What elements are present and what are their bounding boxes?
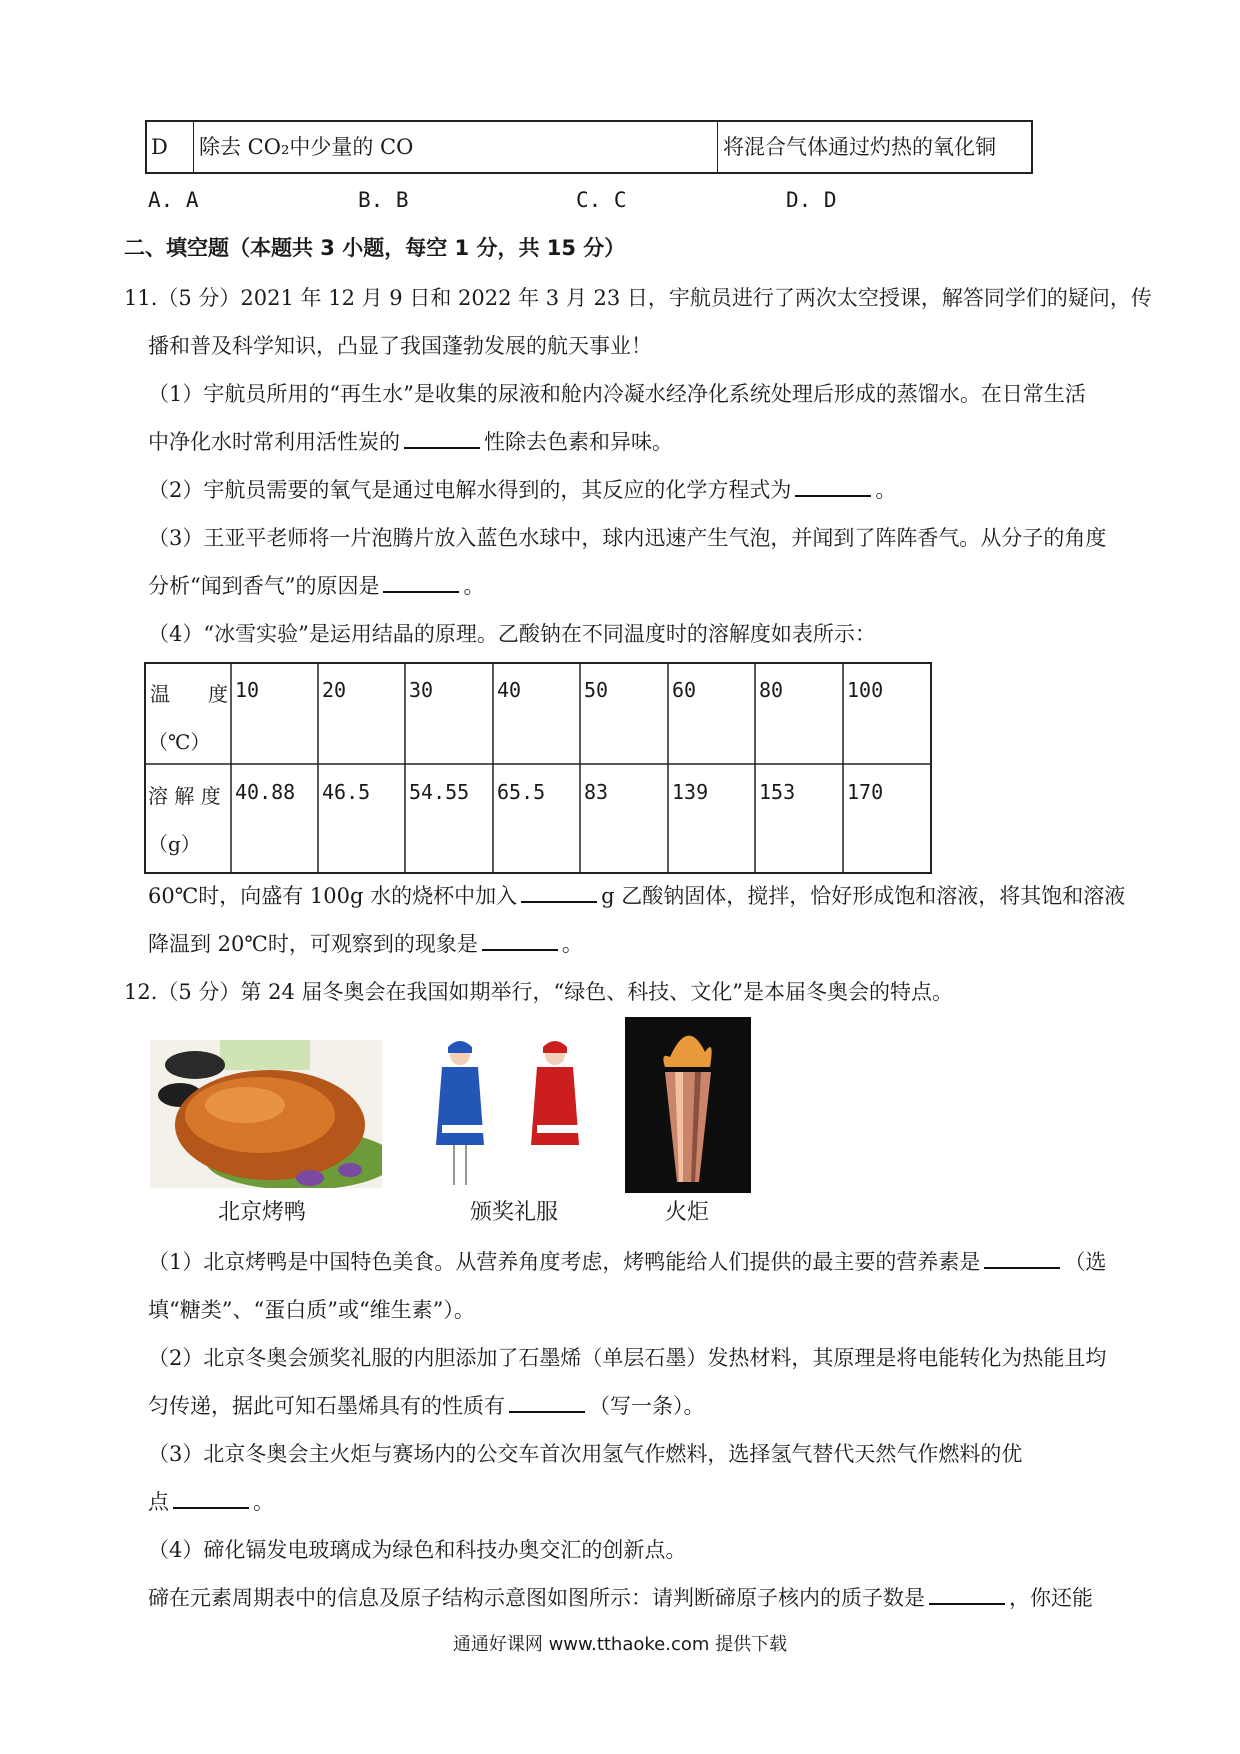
q11-part1-text-end: 性除去色素和异味。: [484, 430, 673, 454]
solubility-cell: 83: [584, 780, 609, 804]
temp-cell: 20: [322, 678, 347, 702]
q11-after-table-line1: [148, 880, 1125, 910]
answer-blank[interactable]: [383, 571, 459, 593]
option-a: A. A: [148, 188, 199, 212]
table-cell-option: D: [151, 135, 168, 159]
table-label-solubility: 溶 解 度: [148, 784, 221, 808]
solubility-cell: 46.5: [322, 780, 371, 804]
caption-peking-duck: 北京烤鸭: [218, 1200, 307, 1225]
q11-part3-line1: （3）王亚平老师将一片泡腾片放入蓝色水球中，球内迅速产生气泡，并闻到了阵阵香气。从分子的角度: [148, 526, 1107, 550]
caption-torch: 火炬: [665, 1200, 710, 1225]
page-footer: 通通好课网 www.tthaoke.com 提供下载: [452, 1634, 788, 1655]
q12-part5: [148, 1582, 1093, 1612]
torch-image: [625, 1017, 751, 1193]
solubility-cell: 65.5: [497, 780, 546, 804]
q12-part3-text-end: 。: [253, 1490, 274, 1514]
q12-part1-text-end: （选: [1064, 1250, 1107, 1274]
q11-part2-text-end: 。: [875, 478, 897, 502]
q11-after-text-end: g 乙酸钠固体，搅拌，恰好形成饱和溶液，将其饱和溶液: [601, 884, 1126, 908]
answer-blank[interactable]: [404, 427, 480, 449]
table-label-temp: 温: [150, 682, 170, 706]
q12-part5-text: 碲在元素周期表中的信息及原子结构示意图如图所示：请判断碲原子核内的质子数是: [148, 1586, 925, 1610]
solubility-cell: 54.55: [409, 780, 470, 804]
table-label-solubility-unit: （g）: [148, 832, 201, 856]
q11-after-text: 60℃时，向盛有 100g 水的烧杯中加入: [148, 884, 518, 908]
q12-part3-line2: [148, 1486, 274, 1516]
table-cell-purpose: 除去 CO₂中少量的 CO: [199, 135, 414, 159]
answer-blank[interactable]: [984, 1247, 1060, 1269]
q11-part1-text: 中净化水时常利用活性炭的: [148, 430, 400, 454]
q11-part4: （4）“冰雪实验”是运用结晶的原理。乙酸钠在不同温度时的溶解度如表所示：: [148, 622, 876, 646]
option-b: B. B: [358, 188, 409, 212]
table-cell-method: 将混合气体通过灼热的氧化铜: [723, 135, 996, 159]
q12-part2-line2: [148, 1390, 705, 1420]
q11-after-table-line2: [148, 928, 583, 958]
option-c: C. C: [576, 188, 627, 212]
answer-blank[interactable]: [509, 1391, 585, 1413]
solubility-cell: 153: [759, 780, 796, 804]
q11-part2: [148, 474, 896, 504]
option-d: D. D: [786, 188, 837, 212]
solubility-cell: 139: [672, 780, 709, 804]
q12-part4: （4）碲化镉发电玻璃成为绿色和科技办奥交汇的创新点。: [148, 1538, 687, 1562]
q12-part1-line2: 填“糖类”、“蛋白质”或“维生素”）。: [148, 1298, 475, 1322]
section-title: 二、填空题（本题共 3 小题，每空 1 分，共 15 分）: [124, 236, 626, 260]
option-table-row-d: [145, 120, 1033, 174]
peking-duck-image: [150, 1040, 382, 1188]
q11-part3-line2: [148, 570, 484, 600]
answer-blank[interactable]: [482, 929, 558, 951]
answer-blank[interactable]: [521, 881, 597, 903]
solubility-cell: 170: [847, 780, 884, 804]
q11-after-text-end: 。: [561, 932, 583, 956]
q11-part1-line1: （1）宇航员所用的“再生水”是收集的尿液和舱内冷凝水经净化系统处理后形成的蒸馏水。在日常生活: [148, 382, 1086, 406]
answer-options: [148, 188, 1048, 218]
answer-blank[interactable]: [795, 475, 871, 497]
answer-blank[interactable]: [173, 1487, 249, 1509]
temp-cell: 100: [847, 678, 884, 702]
q12-stem: 12.（5 分）第 24 届冬奥会在我国如期举行，“绿色、科技、文化”是本届冬奥会的特点。: [124, 980, 953, 1004]
table-divider: [717, 122, 718, 172]
solubility-table-grid: [143, 661, 935, 877]
q12-part2-line1: （2）北京冬奥会颁奖礼服的内胆添加了石墨烯（单层石墨）发热材料，其原理是将电能转化为热能且均: [148, 1346, 1107, 1370]
q12-part3-text: 点: [148, 1490, 169, 1514]
solubility-cell: 40.88: [235, 780, 296, 804]
table-label-temp-2: 度: [208, 682, 228, 706]
q12-part3-line1: （3）北京冬奥会主火炬与赛场内的公交车首次用氢气作燃料，选择氢气替代天然气作燃料的优: [148, 1442, 1023, 1466]
q11-part3-text-end: 。: [463, 574, 485, 598]
temp-cell: 50: [584, 678, 609, 702]
q11-stem-line1: 11.（5 分）2021 年 12 月 9 日和 2022 年 3 月 23 日，宇航员进行了两次太空授课，解答同学们的疑问，传: [124, 286, 1152, 310]
q12-part2-text-end: （写一条）。: [589, 1394, 705, 1418]
answer-blank[interactable]: [929, 1583, 1005, 1605]
q12-part1-text: （1）北京烤鸭是中国特色美食。从营养角度考虑，烤鸭能给人们提供的最主要的营养素是: [148, 1250, 981, 1274]
q12-part2-text: 匀传递，据此可知石墨烯具有的性质有: [148, 1394, 505, 1418]
q11-part1-line2: [148, 426, 673, 456]
temp-cell: 60: [672, 678, 697, 702]
caption-award-dress: 颁奖礼服: [470, 1200, 559, 1225]
q11-stem-line2: 播和普及科学知识，凸显了我国蓬勃发展的航天事业！: [148, 334, 652, 358]
q11-after-text: 降温到 20℃时，可观察到的现象是: [148, 932, 478, 956]
temp-cell: 30: [409, 678, 434, 702]
table-divider: [193, 122, 194, 172]
award-dress-image: [420, 1035, 598, 1193]
table-label-temp-unit: （℃）: [148, 730, 211, 754]
temp-cell: 40: [497, 678, 522, 702]
temp-cell: 80: [759, 678, 784, 702]
temp-cell: 10: [235, 678, 260, 702]
q12-part5-text-end: ，你还能: [1009, 1586, 1093, 1610]
q11-part3-text: 分析“闻到香气”的原因是: [148, 574, 380, 598]
q11-part2-text: （2）宇航员需要的氧气是通过电解水得到的，其反应的化学方程式为: [148, 478, 792, 502]
q12-part1-line1: [148, 1246, 1106, 1276]
